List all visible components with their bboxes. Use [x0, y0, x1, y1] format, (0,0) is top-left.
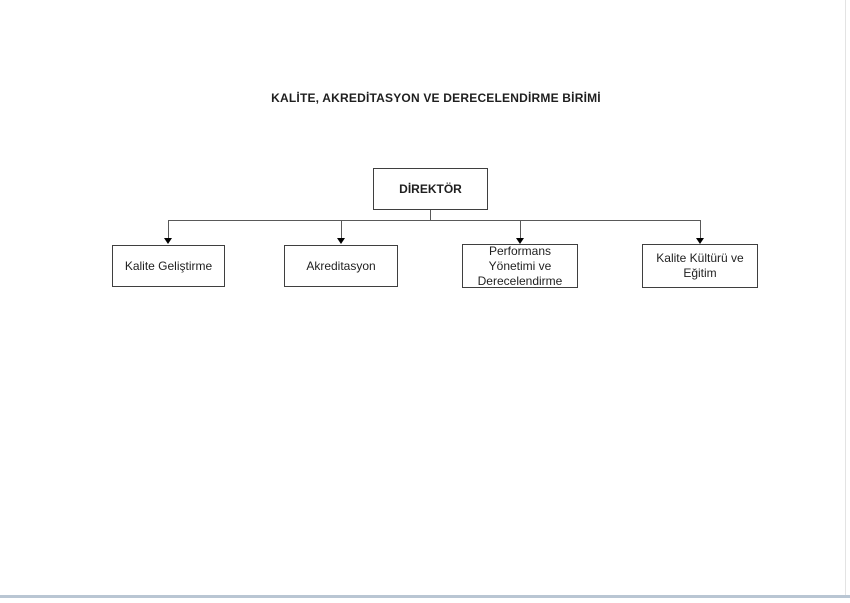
window-bottom-bar [0, 595, 850, 598]
window-right-edge [845, 0, 846, 595]
org-box-label: Kalite Geliştirme [124, 258, 213, 273]
connector-drop-1 [168, 221, 169, 238]
arrow-down-icon [164, 238, 172, 244]
connector-drop-4 [700, 221, 701, 238]
org-box-direktor-label: DİREKTÖR [399, 181, 462, 196]
org-box-kalite-kulturu[interactable] [642, 244, 758, 288]
org-box-label: Akreditasyon [306, 258, 376, 273]
org-box-label: Kalite Kültürü ve Eğitim [656, 251, 744, 280]
page-title: KALİTE, AKREDİTASYON VE DERECELENDİRME BİRİMİ [271, 91, 601, 105]
arrow-down-icon [337, 238, 345, 244]
org-box-direktor[interactable] [373, 168, 488, 210]
org-box-performans-yonetimi[interactable] [462, 244, 578, 288]
org-box-kalite-gelistirme[interactable] [112, 245, 225, 287]
org-box-label: Performans Yönetimi ve Derecelendirme [477, 243, 563, 288]
connector-horizontal-rail [168, 220, 701, 221]
connector-drop-3 [520, 221, 521, 238]
org-box-akreditasyon[interactable] [284, 245, 398, 287]
connector-drop-2 [341, 221, 342, 238]
